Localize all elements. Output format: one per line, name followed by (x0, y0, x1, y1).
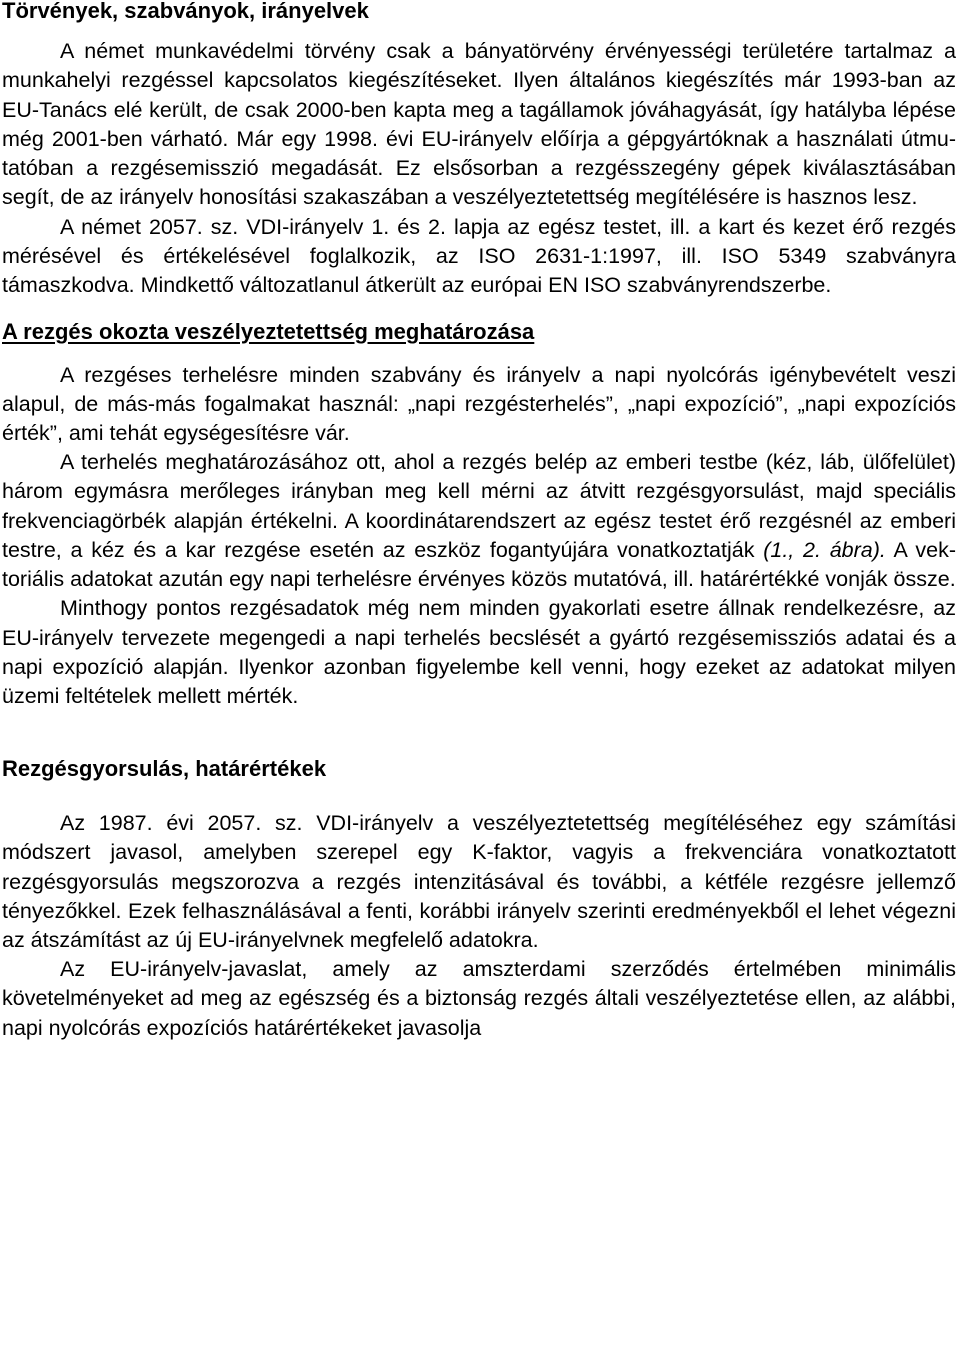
document-page (2, 0, 956, 1043)
paragraph-hazard-1: A rezgéses terhelésre minden szabvány és irányelv a napi nyolcórás igénybevételt veszi alapul, de más-más fogalmakat használ: „napi rezgésterhelés”, „napi expozíció”, „napi expozíciós érték”, ami tehát egységesítésre vár. (2, 362, 956, 446)
paragraph-laws-2: A német 2057. sz. VDI-irányelv 1. és 2. lapja az egész testet, ill. a kart és kezet érő rezgés mérésével és értékelésével foglalkozik, az ISO 2631-1:1997, ill. ISO 5349 szabványra támaszkodva. Mindkettő változatlanul átkerült az európai EN ISO szabványrendszerbe. (2, 214, 956, 298)
paragraph-acceleration-1: Az 1987. évi 2057. sz. VDI-irányelv a veszélyeztetettség megítéléséhez egy számítási módszert javasol, amelyben szerepel egy K-faktor, vagyis a frekvenciára vonatkoztatott rezgésgyorsulás megszorozva a rezgés intenzitásával és további, a kétféle rezgésre jellemző tényezőkkel. Ezek felhasználásával a fenti, korábbi irányelv szerinti eredményekből el lehet végezni az átszámítást az új EU-irányelvnek megfelelő adatokra. (2, 811, 956, 952)
section-heading-hazard: A rezgés okozta veszélyeztetettség meghatározása (2, 318, 535, 344)
figure-reference: (1., 2. ábra). (763, 537, 886, 562)
section-heading-laws: Törvények, szabványok, irányelvek (2, 0, 369, 23)
paragraph-hazard-2 (2, 448, 956, 594)
paragraph-acceleration-2: Az EU-irányelv-javaslat, amely az amszterdami szerződés értelmében minimális követelményeket ad meg az egészség és a biztonság rezgés általi veszélyeztetése ellen, az alábbi, napi nyolcórás expozíciós határértékeket javasolja (2, 957, 956, 1040)
paragraph-hazard-2-text-b: A vektoriális adatokat azután egy napi terhelésre érvényes közös mutatóvá, ill. határértékké vonják össze. (2, 537, 957, 592)
paragraph-hazard-2-text-a: A terhelés meghatározásához ott, ahol a rezgés belép az emberi testbe (kéz, láb, ülőfelület) három egymásra merőleges irányban meg kell mérni az átvitt rezgésgyorsulást, majd speciális frekvenciagörbék alapján értékelni. A koordinátarendszert az egész testet érő rezgésnél az emberi testre, a kéz és a kar rezgése esetén az eszköz fogantyújára vonatkoztatják (2, 450, 956, 562)
paragraph-hazard-3: Minthogy pontos rezgésadatok még nem minden gyakorlati esetre állnak rendelkezésre, az EU-irányelv tervezete megengedi a napi terhelés becslését a gyártó rezgésemissziós adatai és a napi expozíció alapján. Ilyenkor azonban figyelembe kell venni, hogy ezeket az adatokat milyen üzemi feltételek mellett mérték. (2, 596, 956, 708)
section-heading-acceleration: Rezgésgyorsulás, határértékek (2, 756, 327, 782)
paragraph-laws-1: A német munkavédelmi törvény csak a bányatörvény érvényességi területére tartalmaz a munkahelyi rezgéssel kapcsolatos kiegészítéseket. Ilyen általános kiegészítés már 1993-ban az EU-Tanács elé került, de csak 2000-ben kapta meg a tagállamok jóváhagyását, így hatályba lépése még 2001-ben várható. Már egy 1998. évi EU-irányelv előírja a gépgyártóknak a használati útmutatóban a rezgésemisszió megadását. Ez elsősorban a rezgésszegény gépek kiválasztásában segít, de az irányelv honosítási szakaszában a veszélyeztetettség megítélésére is hasznos lesz. (2, 39, 956, 210)
